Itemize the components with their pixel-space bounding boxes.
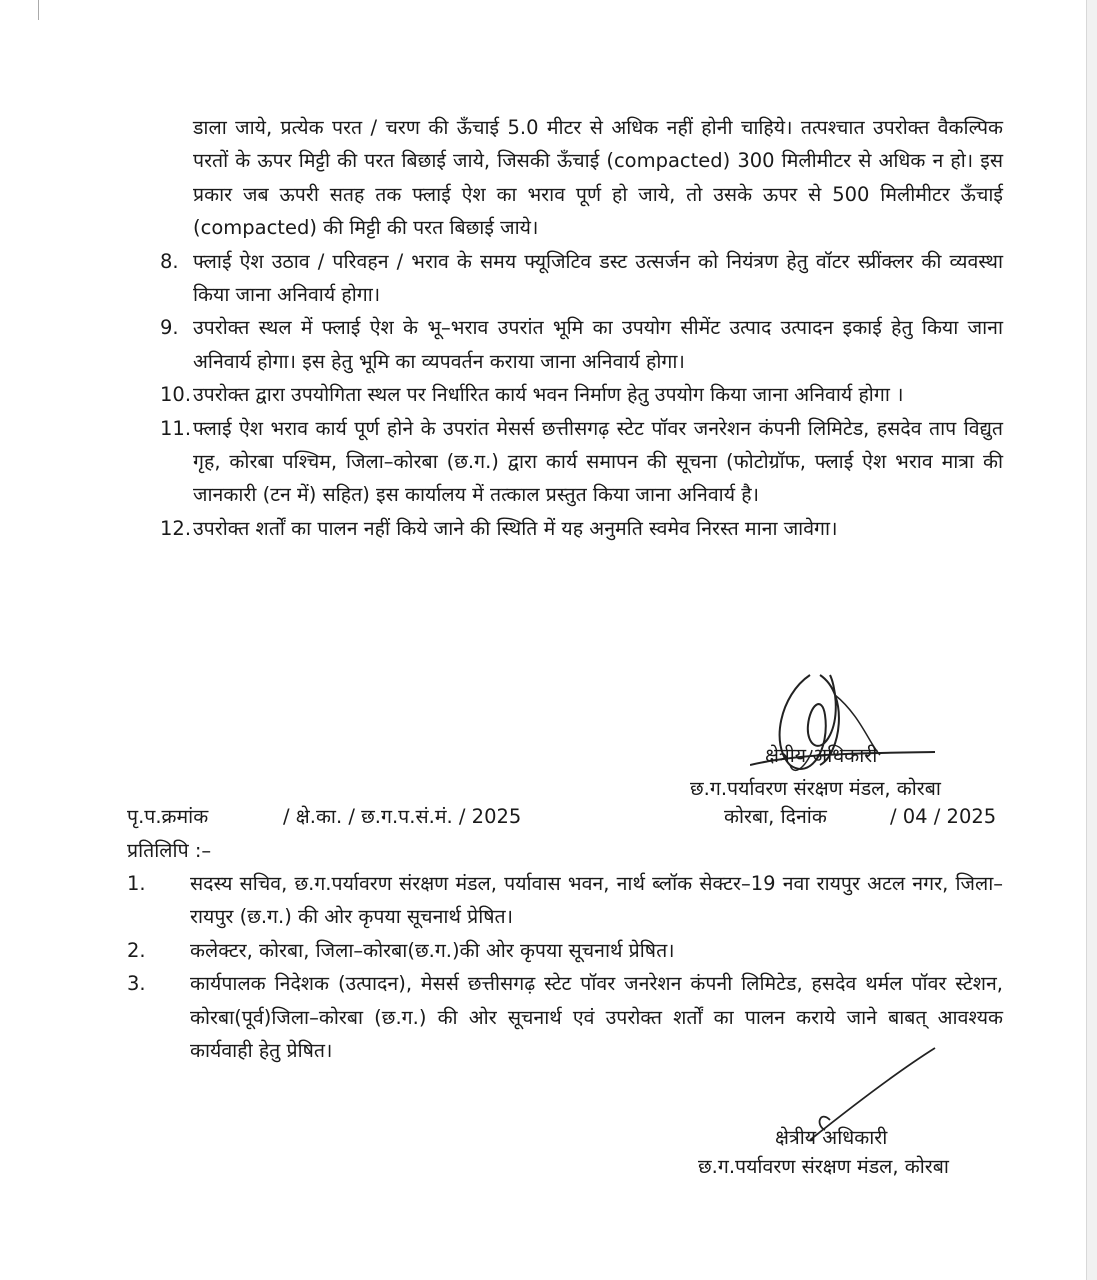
condition-item: 8. फ्लाई ऐश उठाव / परिवहन / भराव के समय फ्यूजिटिव डस्ट उत्सर्जन को नियंत्रण हेतु वॉटर स्प्रींक्लर की व्यवस्था किया जाना अनिवार्य होगा। [160,249,1003,307]
reference-code: / क्षे.का. / छ.ग.प.सं.मं. / 2025 [283,805,522,828]
copy-item: 3. कार्यपालक निदेशक (उत्पादन), मेसर्स छत्तीसगढ़ स्टेट पॉवर जनरेशन कंपनी लिमिटेड, हसदेव थर्मल पॉवर स्टेशन, कोरबा(पूर्व)जिला–कोरबा (छ.ग.) की ओर सूचनार्थ एवं उपरोक्त शर्तों का पालन कराये जाने बाबत् आवश्यक कार्यवाही हेतु प्रेषित। [127,972,1003,1063]
page-edge [1086,0,1097,1280]
signatory-title: क्षेत्रीय अधिकारी [775,1126,888,1149]
condition-item: 10. उपरोक्त द्वारा उपयोगिता स्थल पर निर्धारित कार्य भवन निर्माण हेतु उपयोग किया जाना अनिवार्य होगा । [160,383,904,407]
reference-date: / 04 / 2025 [890,805,997,828]
page-edge [38,0,39,20]
signatory-title: क्षेत्रीय अधिकारी [765,744,878,767]
copy-item: 1. सदस्य सचिव, छ.ग.पर्यावरण संरक्षण मंडल, पर्यावास भवन, नार्थ ब्लॉक सेक्टर–19 नवा रायपुर अटल नगर, जिला–रायपुर (छ.ग.) की ओर कृपया सूचनार्थ प्रेषित। [127,872,1003,929]
conditions-section [160,111,1003,545]
condition-item: 9. उपरोक्त स्थल में फ्लाई ऐश के भू–भराव उपरांत भूमि का उपयोग सीमेंट उत्पाद उत्पादन इकाई हेतु किया जाना अनिवार्य होगा। इस हेतु भूमि का व्यपवर्तन कराया जाना अनिवार्य होगा। [160,316,1003,373]
intro-continuation: डाला जाये, प्रत्येक परत / चरण की ऊँचाई 5.0 मीटर से अधिक नहीं होनी चाहिये। तत्पश्चात उपरोक्त वैकल्पिक परतों के ऊपर मिट्टी की परत बिछाई जाये, जिसकी ऊँचाई (compacted) 300 मिलीमीटर से अधिक न हो। इस प्रकार जब ऊपरी सतह तक फ्लाई ऐश का भराव पूर्ण हो जाये, तो उसके ऊपर से 500 मिलीमीटर ऊँचाई (compacted) की मिट्टी की परत बिछाई जाये। [193,116,1003,240]
reference-number-label: पृ.प.क्रमांक [127,805,209,828]
signatory-office: छ.ग.पर्यावरण संरक्षण मंडल, कोरबा [698,1155,949,1178]
condition-item: 11. फ्लाई ऐश भराव कार्य पूर्ण होने के उपरांत मेसर्स छत्तीसगढ़ स्टेट पॉवर जनरेशन कंपनी लिमिटेड, हसदेव ताप विद्युत गृह, कोरबा पश्चिम, जिला–कोरबा (छ.ग.) द्वारा कार्य समापन की सूचना (फोटोग्रॉफ, फ्लाई ऐश भराव मात्रा की जानकारी (टन में) सहित) इस कार्यालय में तत्काल प्रस्तुत किया जाना अनिवार्य है। [160,416,1003,507]
signatory-office: छ.ग.पर्यावरण संरक्षण मंडल, कोरबा [690,777,941,800]
copy-item: 2. कलेक्टर, कोरबा, जिला–कोरबा(छ.ग.)की ओर कृपया सूचनार्थ प्रेषित। [127,938,675,962]
condition-item: 12. उपरोक्त शर्तों का पालन नहीं किये जाने की स्थिति में यह अनुमति स्वमेव निरस्त माना जावेगा। [160,516,838,540]
place-date-label: कोरबा, दिनांक [724,805,827,828]
copy-list [127,867,1003,1067]
copy-heading: प्रतिलिपि :– [127,839,212,862]
